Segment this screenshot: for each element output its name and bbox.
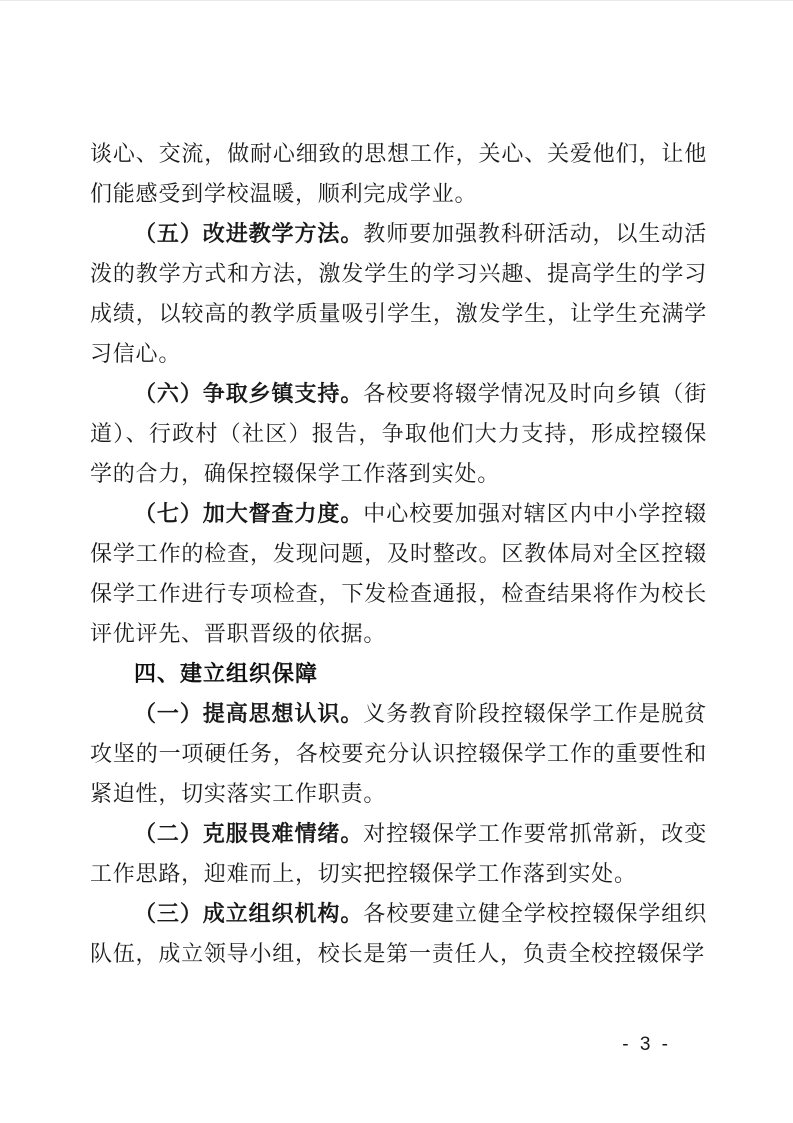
paragraph-lead: （一）提高思想认识。 [134,701,364,726]
paragraph [90,814,707,894]
paragraph-lead: （五）改进教学方法。 [134,221,364,246]
paragraph-text: 谈心、交流，做耐心细致的思想工作，关心、关爱他们，让他们能感受到学校温暖，顺利完成学业。 [90,141,707,206]
paragraph-lead: （六）争取乡镇支持。 [134,381,364,406]
section-heading: 四、建立组织保障 [134,661,319,686]
paragraph [90,694,707,814]
paragraph-lead: （七）加大督查力度。 [134,501,364,526]
paragraph [90,214,707,374]
document-body [90,134,707,974]
paragraph-text: 各校要将辍学情况及时向乡镇（街道）、行政村（社区）报告，争取他们大力支持，形成控辍保学的合力，确保控辍保学工作落到实处。 [90,381,707,486]
paragraph [90,494,707,654]
paragraph [90,374,707,494]
paragraph [90,894,707,974]
paragraph-text: 教师要加强教科研活动，以生动活泼的教学方式和方法，激发学生的学习兴趣、提高学生的学习成绩，以较高的教学质量吸引学生，激发学生，让学生充满学习信心。 [90,221,707,366]
paragraph-text: 义务教育阶段控辍保学工作是脱贫攻坚的一项硬任务，各校要充分认识控辍保学工作的重要性和紧迫性，切实落实工作职责。 [90,701,707,806]
paragraph-text: 中心校要加强对辖区内中小学控辍保学工作的检查，发现问题，及时整改。区教体局对全区控辍保学工作进行专项检查，下发检查通报，检查结果将作为校长评优评先、晋职晋级的依据。 [90,501,707,646]
paragraph-lead: （二）克服畏难情绪。 [134,821,364,846]
paragraph-text: 各校要建立健全学校控辍保学组织队伍，成立领导小组，校长是第一责任人，负责全校控辍保学 [90,901,707,966]
page-number: - 3 - [622,1034,671,1055]
paragraph-lead: （三）成立组织机构。 [134,901,364,926]
paragraph [90,134,707,214]
paragraph-text: 对控辍保学工作要常抓常新，改变工作思路，迎难而上，切实把控辍保学工作落到实处。 [90,821,707,886]
